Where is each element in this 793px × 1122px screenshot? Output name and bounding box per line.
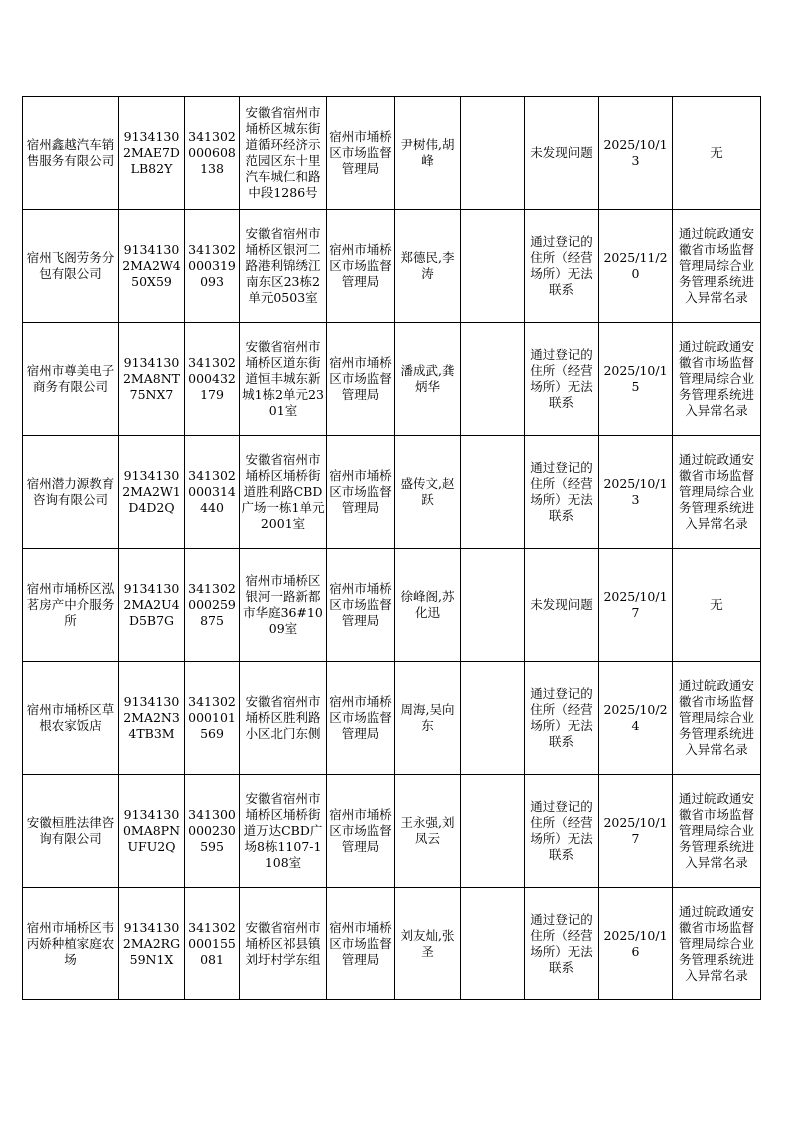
inspectors-cell: 王永强,刘凤云 — [395, 775, 461, 888]
empty-cell — [461, 775, 525, 888]
address-cell: 安徽省宿州市埇桥区城东街道循环经济示范园区东十里汽车城仁和路中段1286号 — [240, 97, 327, 210]
registration-number-cell: 341300000230595 — [185, 775, 240, 888]
authority-cell: 宿州市埇桥区市场监督管理局 — [327, 436, 395, 549]
inspectors-cell: 徐峰阁,苏化迅 — [395, 549, 461, 662]
registration-number-cell: 341302000319093 — [185, 210, 240, 323]
company-name-cell: 宿州飞阁劳务分包有限公司 — [23, 210, 119, 323]
credit-code-cell: 91341300MA8PNUFU2Q — [119, 775, 185, 888]
address-cell: 安徽省宿州市埇桥区道东街道恒丰城东新城1栋2单元2301室 — [240, 323, 327, 436]
inspectors-cell: 尹树伟,胡峰 — [395, 97, 461, 210]
address-cell: 安徽省宿州市埇桥区埇桥街道胜利路CBD广场一栋1单元2001室 — [240, 436, 327, 549]
handling-cell: 通过皖政通安徽省市场监督管理局综合业务管理系统进入异常名录 — [673, 210, 761, 323]
inspection-date-cell: 2025/10/24 — [599, 662, 673, 775]
handling-cell: 通过皖政通安徽省市场监督管理局综合业务管理系统进入异常名录 — [673, 323, 761, 436]
empty-cell — [461, 888, 525, 1000]
table-row — [23, 888, 761, 1000]
handling-cell: 无 — [673, 549, 761, 662]
empty-cell — [461, 323, 525, 436]
inspectors-cell: 周海,吴向东 — [395, 662, 461, 775]
registration-number-cell: 341302000101569 — [185, 662, 240, 775]
credit-code-cell: 91341302MA2W1D4D2Q — [119, 436, 185, 549]
inspection-date-cell: 2025/10/17 — [599, 775, 673, 888]
inspection-result-cell: 通过登记的住所（经营场所）无法联系 — [525, 436, 599, 549]
inspectors-cell: 刘友灿,张圣 — [395, 888, 461, 1000]
authority-cell: 宿州市埇桥区市场监督管理局 — [327, 210, 395, 323]
inspection-result-cell: 未发现问题 — [525, 97, 599, 210]
authority-cell: 宿州市埇桥区市场监督管理局 — [327, 549, 395, 662]
inspection-date-cell: 2025/10/16 — [599, 888, 673, 1000]
company-name-cell: 宿州市埇桥区泓茗房产中介服务所 — [23, 549, 119, 662]
table-row — [23, 549, 761, 662]
inspection-result-cell: 通过登记的住所（经营场所）无法联系 — [525, 210, 599, 323]
empty-cell — [461, 662, 525, 775]
inspection-result-cell: 通过登记的住所（经营场所）无法联系 — [525, 888, 599, 1000]
credit-code-cell: 91341302MAE7DLB82Y — [119, 97, 185, 210]
table-row — [23, 436, 761, 549]
inspection-date-cell: 2025/11/20 — [599, 210, 673, 323]
authority-cell: 宿州市埇桥区市场监督管理局 — [327, 662, 395, 775]
registration-number-cell: 341302000314440 — [185, 436, 240, 549]
handling-cell: 无 — [673, 97, 761, 210]
registration-number-cell: 341302000259875 — [185, 549, 240, 662]
inspection-date-cell: 2025/10/13 — [599, 97, 673, 210]
authority-cell: 宿州市埇桥区市场监督管理局 — [327, 888, 395, 1000]
inspection-date-cell: 2025/10/13 — [599, 436, 673, 549]
empty-cell — [461, 436, 525, 549]
company-name-cell: 宿州鑫越汽车销售服务有限公司 — [23, 97, 119, 210]
inspection-result-cell: 通过登记的住所（经营场所）无法联系 — [525, 775, 599, 888]
credit-code-cell: 91341302MA2N34TB3M — [119, 662, 185, 775]
authority-cell: 宿州市埇桥区市场监督管理局 — [327, 97, 395, 210]
authority-cell: 宿州市埇桥区市场监督管理局 — [327, 323, 395, 436]
address-cell: 安徽省宿州市埇桥区埇桥街道万达CBD广场8栋1107-1108室 — [240, 775, 327, 888]
table-row — [23, 775, 761, 888]
credit-code-cell: 91341302MA8NT75NX7 — [119, 323, 185, 436]
table-row — [23, 323, 761, 436]
company-name-cell: 宿州市埇桥区韦丙娇种植家庭农场 — [23, 888, 119, 1000]
credit-code-cell: 91341302MA2W450X59 — [119, 210, 185, 323]
handling-cell: 通过皖政通安徽省市场监督管理局综合业务管理系统进入异常名录 — [673, 436, 761, 549]
inspection-date-cell: 2025/10/15 — [599, 323, 673, 436]
registration-number-cell: 341302000608138 — [185, 97, 240, 210]
credit-code-cell: 91341302MA2RG59N1X — [119, 888, 185, 1000]
inspectors-cell: 郑德民,李涛 — [395, 210, 461, 323]
empty-cell — [461, 210, 525, 323]
address-cell: 安徽省宿州市埇桥区银河二路港利锦绣江南东区23栋2单元0503室 — [240, 210, 327, 323]
credit-code-cell: 91341302MA2U4D5B7G — [119, 549, 185, 662]
inspection-results-table — [22, 96, 761, 1000]
address-cell: 安徽省宿州市埇桥区祁县镇刘圩村学东组 — [240, 888, 327, 1000]
registration-number-cell: 341302000432179 — [185, 323, 240, 436]
company-name-cell: 宿州潜力源教育咨询有限公司 — [23, 436, 119, 549]
empty-cell — [461, 549, 525, 662]
table-row — [23, 662, 761, 775]
inspection-result-cell: 未发现问题 — [525, 549, 599, 662]
company-name-cell: 宿州市埇桥区草根农家饭店 — [23, 662, 119, 775]
handling-cell: 通过皖政通安徽省市场监督管理局综合业务管理系统进入异常名录 — [673, 888, 761, 1000]
address-cell: 安徽省宿州市埇桥区胜利路小区北门东侧 — [240, 662, 327, 775]
address-cell: 宿州市埇桥区银河一路新都市华庭36#1009室 — [240, 549, 327, 662]
empty-cell — [461, 97, 525, 210]
company-name-cell: 宿州市尊美电子商务有限公司 — [23, 323, 119, 436]
inspection-result-cell: 通过登记的住所（经营场所）无法联系 — [525, 662, 599, 775]
table-body — [23, 97, 761, 1000]
registration-number-cell: 341302000155081 — [185, 888, 240, 1000]
inspectors-cell: 盛传文,赵跃 — [395, 436, 461, 549]
handling-cell: 通过皖政通安徽省市场监督管理局综合业务管理系统进入异常名录 — [673, 662, 761, 775]
authority-cell: 宿州市埇桥区市场监督管理局 — [327, 775, 395, 888]
inspectors-cell: 潘成武,龚炳华 — [395, 323, 461, 436]
table-row — [23, 97, 761, 210]
handling-cell: 通过皖政通安徽省市场监督管理局综合业务管理系统进入异常名录 — [673, 775, 761, 888]
inspection-date-cell: 2025/10/17 — [599, 549, 673, 662]
table-row — [23, 210, 761, 323]
inspection-result-cell: 通过登记的住所（经营场所）无法联系 — [525, 323, 599, 436]
company-name-cell: 安徽桓胜法律咨询有限公司 — [23, 775, 119, 888]
